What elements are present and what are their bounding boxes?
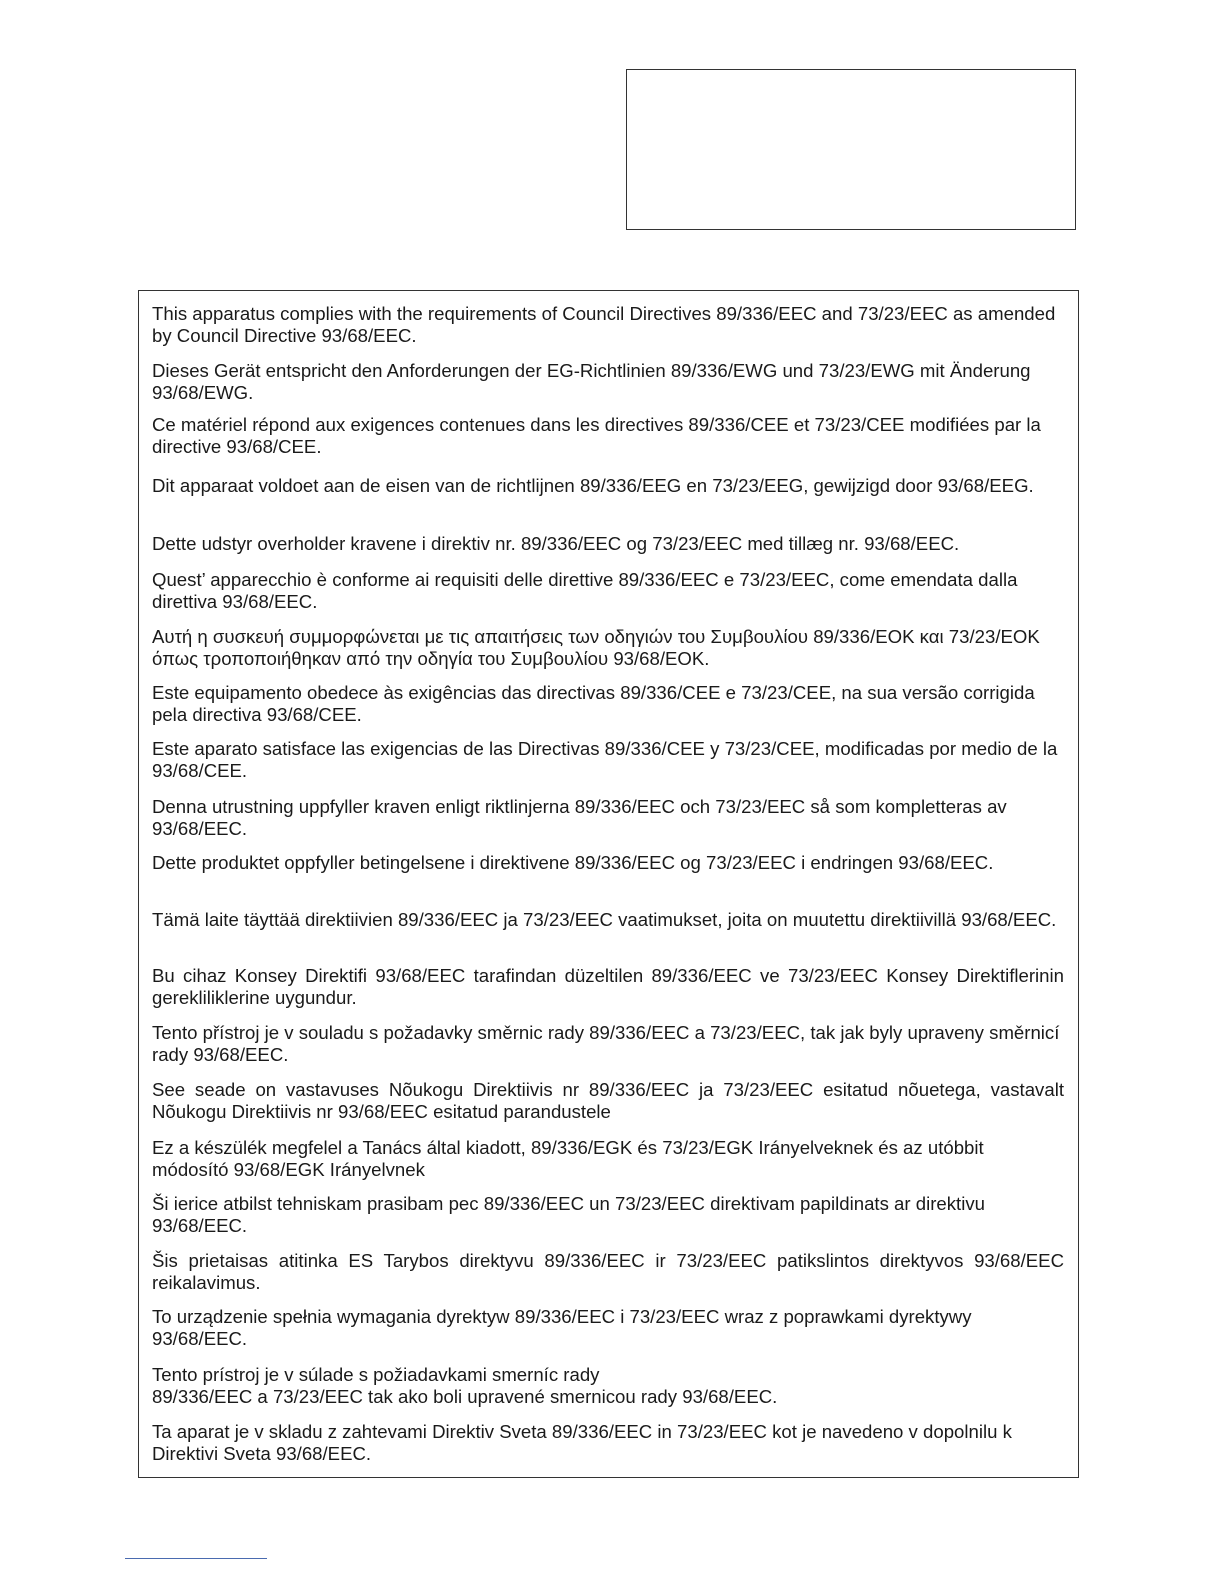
statement-de: Dieses Gerät entspricht den Anforderungen der EG-Richtlinien 89/336/EWG und 73/23/EWG mit Änderung 93/68/EWG. — [152, 360, 1031, 403]
statement-it: Quest’ apparecchio è conforme ai requisiti delle direttive 89/336/EEC e 73/23/EEC, come emendata dalla direttiva 93/68/EEC. — [152, 569, 1018, 612]
statement-fr: Ce matériel répond aux exigences contenues dans les directives 89/336/CEE et 73/23/CEE modifiées par la directive 93/68/CEE. — [152, 414, 1041, 457]
statement-en: This apparatus complies with the requirements of Council Directives 89/336/EEC and 73/23/EEC as amended by Council Directive 93/68/EEC. — [152, 303, 1056, 346]
statement-es: Este aparato satisface las exigencias de las Directivas 89/336/CEE y 73/23/CEE, modificadas por medio de la 93/68/CEE. — [152, 738, 1058, 781]
blank-label-box — [626, 69, 1076, 230]
statement-fi: Tämä laite täyttää direktiivien 89/336/EEC ja 73/23/EEC vaatimukset, joita on muutettu direktiivillä 93/68/EEC. — [152, 909, 1057, 930]
compliance-statements-box — [138, 290, 1079, 1478]
statement-cs: Tento přístroj je v souladu s požadavky směrnic rady 89/336/EEC a 73/23/EEC, tak jak byly upraveny směrnicí rady 93/68/EEC. — [152, 1022, 1060, 1065]
statement-nl: Dit apparaat voldoet aan de eisen van de richtlijnen 89/336/EEG en 73/23/EEG, gewijzigd door 93/68/EEG. — [152, 475, 1034, 496]
statement-sk-line2: 89/336/EEC a 73/23/EEC tak ako boli upravené smernicou rady 93/68/EEC. — [152, 1385, 778, 1407]
statement-sk-line1: Tento prístroj je v súlade s požiadavkami smerníc rady — [152, 1364, 600, 1385]
statement-lv: Ši ierice atbilst tehniskam prasibam pec 89/336/EEC un 73/23/EEC direktivam papildinats ar direktivu 93/68/EEC. — [152, 1193, 985, 1236]
statement-sk — [152, 1364, 1064, 1407]
statement-pl: To urządzenie spełnia wymagania dyrektyw 89/336/EEC i 73/23/EEC wraz z poprawkami dyrektywy 93/68/EEC. — [152, 1306, 972, 1349]
statement-tr: Bu cihaz Konsey Direktifi 93/68/EEC tarafindan düzeltilen 89/336/EEC ve 73/23/EEC Konsey Direktiflerinin gerekliliklerine uygundur. — [152, 965, 1064, 1008]
footer-rule — [125, 1558, 267, 1559]
statement-et: See seade on vastavuses Nõukogu Direktiivis nr 89/336/EEC ja 73/23/EEC esitatud nõuetega, vastavalt Nõukogu Direktiivis nr 93/68/EEC esitatud parandustele — [152, 1079, 1064, 1122]
statement-sv: Denna utrustning uppfyller kraven enligt riktlinjerna 89/336/EEC och 73/23/EEC så som kompletteras av 93/68/EEC. — [152, 796, 1007, 839]
statement-hu: Ez a készülék megfelel a Tanács által kiadott, 89/336/EGK és 73/23/EGK Irányelveknek és az utóbbit módosító 93/68/EGK Irányelvnek — [152, 1137, 984, 1180]
statement-lt: Šis prietaisas atitinka ES Tarybos direktyvu 89/336/EEC ir 73/23/EEC patikslintos direktyvos 93/68/EEC reikalavimus. — [152, 1250, 1064, 1293]
statement-da: Dette udstyr overholder kravene i direktiv nr. 89/336/EEC og 73/23/EEC med tillæg nr. 93/68/EEC. — [152, 533, 960, 554]
statement-no: Dette produktet oppfyller betingelsene i direktivene 89/336/EEC og 73/23/EEC i endringen 93/68/EEC. — [152, 852, 994, 873]
statement-pt: Este equipamento obedece às exigências das directivas 89/336/CEE e 73/23/CEE, na sua versão corrigida pela directiva 93/68/CEE. — [152, 682, 1035, 725]
statement-el: Αυτή η συσκευή συμμορφώνεται με τις απαιτήσεις των οδηγιών του Συμβουλίου 89/336/ΕΟΚ και 73/23/ΕΟΚ όπως τροποποιήθηκαν από την οδηγία του Συμβουλίου 93/68/ΕΟΚ. — [152, 626, 1040, 669]
statement-sl: Ta aparat je v skladu z zahtevami Direktiv Sveta 89/336/EEC in 73/23/EEC kot je navedeno v dopolnilu k Direktivi Sveta 93/68/EEC. — [152, 1421, 1012, 1464]
